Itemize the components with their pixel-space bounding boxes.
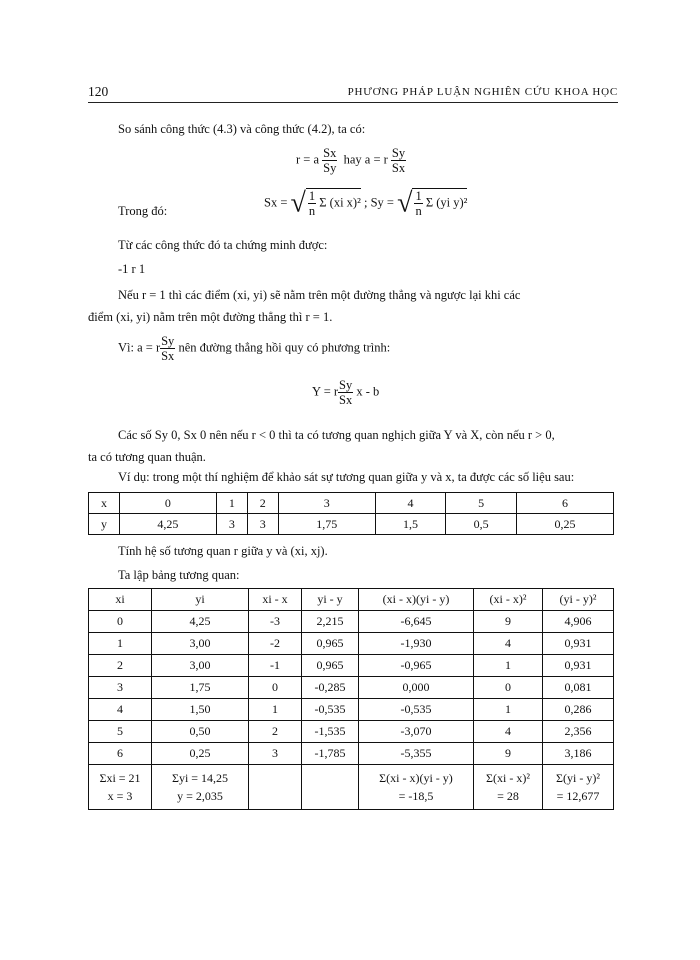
fraction-denominator: Sx [161, 349, 175, 363]
running-title: PHƯƠNG PHÁP LUẬN NGHIÊN CỨU KHOA HỌC [347, 86, 618, 98]
table-cell: 1 [249, 699, 302, 721]
bullet-2 [118, 334, 390, 363]
fraction-sy-sx [160, 334, 175, 363]
table-cell: 0 [249, 677, 302, 699]
sigma-icon: Σ [379, 771, 387, 785]
formula-sx-sy [264, 188, 467, 218]
table-cell: -0,965 [359, 655, 474, 677]
sigma-icon: Σ [319, 195, 327, 210]
table-cell: 0,25 [152, 743, 249, 765]
page-number: 120 [88, 84, 109, 99]
table-row [89, 655, 614, 677]
table-cell: 1,5 [375, 514, 446, 535]
table-cell: 2 [249, 721, 302, 743]
table-cell: 4 [474, 633, 543, 655]
column-header: xi - x [249, 589, 302, 611]
formula-r-lhs: r = a [296, 152, 320, 167]
table-cell: 0 [89, 611, 152, 633]
summary-text: xi = 21 [106, 771, 141, 785]
header-rule [88, 102, 618, 103]
fraction-1-n [414, 189, 422, 218]
fraction-numerator: Sy [339, 378, 353, 392]
table-row [89, 514, 614, 535]
formula-r [296, 146, 406, 175]
table-cell: -1 [249, 655, 302, 677]
table-cell: 1 [216, 493, 247, 514]
column-header: (xi - x)² [474, 589, 543, 611]
table-cell: 2,215 [302, 611, 359, 633]
table-cell: 3,186 [543, 743, 614, 765]
eq-tail: x - b [356, 384, 380, 399]
table-row [89, 633, 614, 655]
table-cell: 0 [119, 493, 216, 514]
table-row [89, 721, 614, 743]
inequality-line: -1 r 1 [118, 262, 146, 276]
column-header: (yi - y)² [543, 589, 614, 611]
sqrt-body-y [412, 188, 467, 218]
table-cell: 0 [474, 677, 543, 699]
table-cell: 1,50 [152, 699, 249, 721]
table-row [89, 699, 614, 721]
sqrt-icon: √ [290, 187, 306, 219]
table-cell: 4,25 [152, 611, 249, 633]
table-cell: 4 [375, 493, 446, 514]
table-cell: 0,965 [302, 655, 359, 677]
fraction-numerator: 1 [308, 189, 316, 203]
fraction-numerator: Sy [161, 334, 175, 348]
table-cell: 6 [89, 743, 152, 765]
table-cell: 0,000 [359, 677, 474, 699]
table-cell: y [89, 514, 120, 535]
table-cell: 4 [474, 721, 543, 743]
fraction-denominator: n [415, 204, 422, 218]
summary-text: (xi - x)(yi - y) [386, 771, 453, 785]
summary-cell [249, 765, 302, 810]
table-cell: 9 [474, 743, 543, 765]
sigma-icon: Σ [486, 771, 494, 785]
table-cell: 0,081 [543, 677, 614, 699]
table-cell: 0,5 [446, 514, 517, 535]
bullet-2-end: nên đường thẳng hồi quy có phương trình: [175, 340, 391, 355]
fraction-denominator: Sx [339, 393, 353, 407]
page-header [88, 84, 618, 100]
paragraph-table-intro: Ta lập bảng tương quan: [118, 568, 240, 582]
sum-y-term: (yi y)² [436, 195, 468, 210]
table-cell: 4 [89, 699, 152, 721]
formula-hay: hay a = r [343, 152, 388, 167]
paragraph-sign-line-1: Các số Sy 0, Sx 0 nên nếu r < 0 thì ta có tương quan nghịch giữa Y và X, còn nếu r > 0, [118, 428, 555, 442]
table-cell: 3 [89, 677, 152, 699]
table-cell: 0,286 [543, 699, 614, 721]
table-cell: 4,25 [119, 514, 216, 535]
table-cell: -1,535 [302, 721, 359, 743]
sqrt-icon: √ [397, 187, 413, 219]
fraction-sy-sx [391, 146, 406, 175]
table-cell: -5,355 [359, 743, 474, 765]
table-cell: 2,356 [543, 721, 614, 743]
table-cell: -2 [249, 633, 302, 655]
table-cell: -0,535 [302, 699, 359, 721]
label-trong-do: Trong đó: [118, 204, 168, 218]
summary-cell [359, 765, 474, 810]
summary-text: yi = 14,25 [178, 771, 229, 785]
sigma-icon: Σ [425, 195, 434, 210]
table-summary-row [89, 765, 614, 810]
table-cell: 0,931 [543, 655, 614, 677]
bullet-1-line-2: điểm (xi, yi) nằm trên một đường thẳng thì r = 1. [88, 310, 333, 324]
summary-cell [152, 765, 249, 810]
sum-x-term: (xi x)² [329, 195, 361, 210]
summary-text: x = 3 [107, 789, 133, 803]
table-cell: 1,75 [278, 514, 375, 535]
fraction-numerator: Sx [323, 146, 337, 160]
table-cell: 1 [474, 699, 543, 721]
table-cell: -0,535 [359, 699, 474, 721]
table-cell: 1,75 [152, 677, 249, 699]
fraction-numerator: Sy [391, 146, 406, 160]
table-cell: 1 [474, 655, 543, 677]
table-cell: 3 [278, 493, 375, 514]
table-cell: 3,00 [152, 633, 249, 655]
table-cell: -3,070 [359, 721, 474, 743]
table-cell: 6 [516, 493, 613, 514]
bullet-2-start: Vì: a = r [118, 340, 161, 355]
table-cell: x [89, 493, 120, 514]
table-cell: 3 [216, 514, 247, 535]
data-table [88, 492, 614, 535]
table-row [89, 493, 614, 514]
fraction-denominator: n [308, 204, 316, 218]
summary-text: y = 2,035 [177, 789, 223, 803]
summary-cell [302, 765, 359, 810]
table-cell: 0,965 [302, 633, 359, 655]
sx-def: Sx = [264, 195, 288, 210]
table-cell: 3 [247, 514, 278, 535]
fraction-sy-sx [338, 378, 353, 407]
table-row [89, 611, 614, 633]
regression-equation [312, 378, 379, 407]
sigma-icon: Σ [556, 771, 564, 785]
summary-cell [89, 765, 152, 810]
table-cell: 3 [249, 743, 302, 765]
eq-lhs: Y = r [312, 384, 339, 399]
table-cell: -1,785 [302, 743, 359, 765]
fraction-1-n [308, 189, 316, 218]
correlation-table [88, 588, 614, 810]
table-header-row [89, 589, 614, 611]
table-cell: 5 [446, 493, 517, 514]
sigma-icon: Σ [171, 771, 179, 785]
fraction-denominator: Sx [391, 161, 406, 175]
fraction-sx-sy [322, 146, 337, 175]
sigma-icon: Σ [99, 771, 107, 785]
summary-text: = 12,677 [556, 789, 600, 803]
table-row [89, 743, 614, 765]
paragraph-example: Ví dụ: trong một thí nghiệm để khảo sát sự tương quan giữa y và x, ta được các số liệu sau: [118, 470, 575, 484]
table-cell: 5 [89, 721, 152, 743]
table-cell: 0,931 [543, 633, 614, 655]
column-header: (xi - x)(yi - y) [359, 589, 474, 611]
paragraph-prove: Từ các công thức đó ta chứng minh được: [118, 238, 328, 252]
table-cell: 1 [89, 633, 152, 655]
table-cell: 4,906 [543, 611, 614, 633]
table-row [89, 677, 614, 699]
table-cell: 2 [247, 493, 278, 514]
table-cell: 0,50 [152, 721, 249, 743]
summary-text: = -18,5 [398, 789, 434, 803]
table-cell: 3,00 [152, 655, 249, 677]
summary-cell [543, 765, 614, 810]
sqrt-body-x [306, 188, 361, 218]
table-cell: -3 [249, 611, 302, 633]
summary-text: (xi - x)² [493, 771, 530, 785]
fraction-numerator: 1 [415, 189, 422, 203]
column-header: yi - y [302, 589, 359, 611]
bullet-1-line-1: Nếu r = 1 thì các điểm (xi, yi) sẽ nằm trên một đường thẳng và ngược lại khi các [118, 288, 521, 302]
column-header: yi [152, 589, 249, 611]
summary-text: = 28 [497, 789, 519, 803]
paragraph-sign-line-2: ta có tương quan thuận. [88, 450, 206, 464]
table-cell: 2 [89, 655, 152, 677]
summary-text: (yi - y)² [563, 771, 600, 785]
table-cell: -6,645 [359, 611, 474, 633]
table-cell: 9 [474, 611, 543, 633]
sy-def: ; Sy = [363, 195, 394, 210]
fraction-denominator: Sy [323, 161, 337, 175]
paragraph-compare: So sánh công thức (4.3) và công thức (4.2), ta có: [118, 122, 366, 136]
summary-cell [474, 765, 543, 810]
table-cell: -1,930 [359, 633, 474, 655]
table-cell: 0,25 [516, 514, 613, 535]
table-cell: -0,285 [302, 677, 359, 699]
paragraph-compute-r: Tính hệ số tương quan r giữa y và (xi, xj). [118, 544, 328, 558]
column-header: xi [89, 589, 152, 611]
